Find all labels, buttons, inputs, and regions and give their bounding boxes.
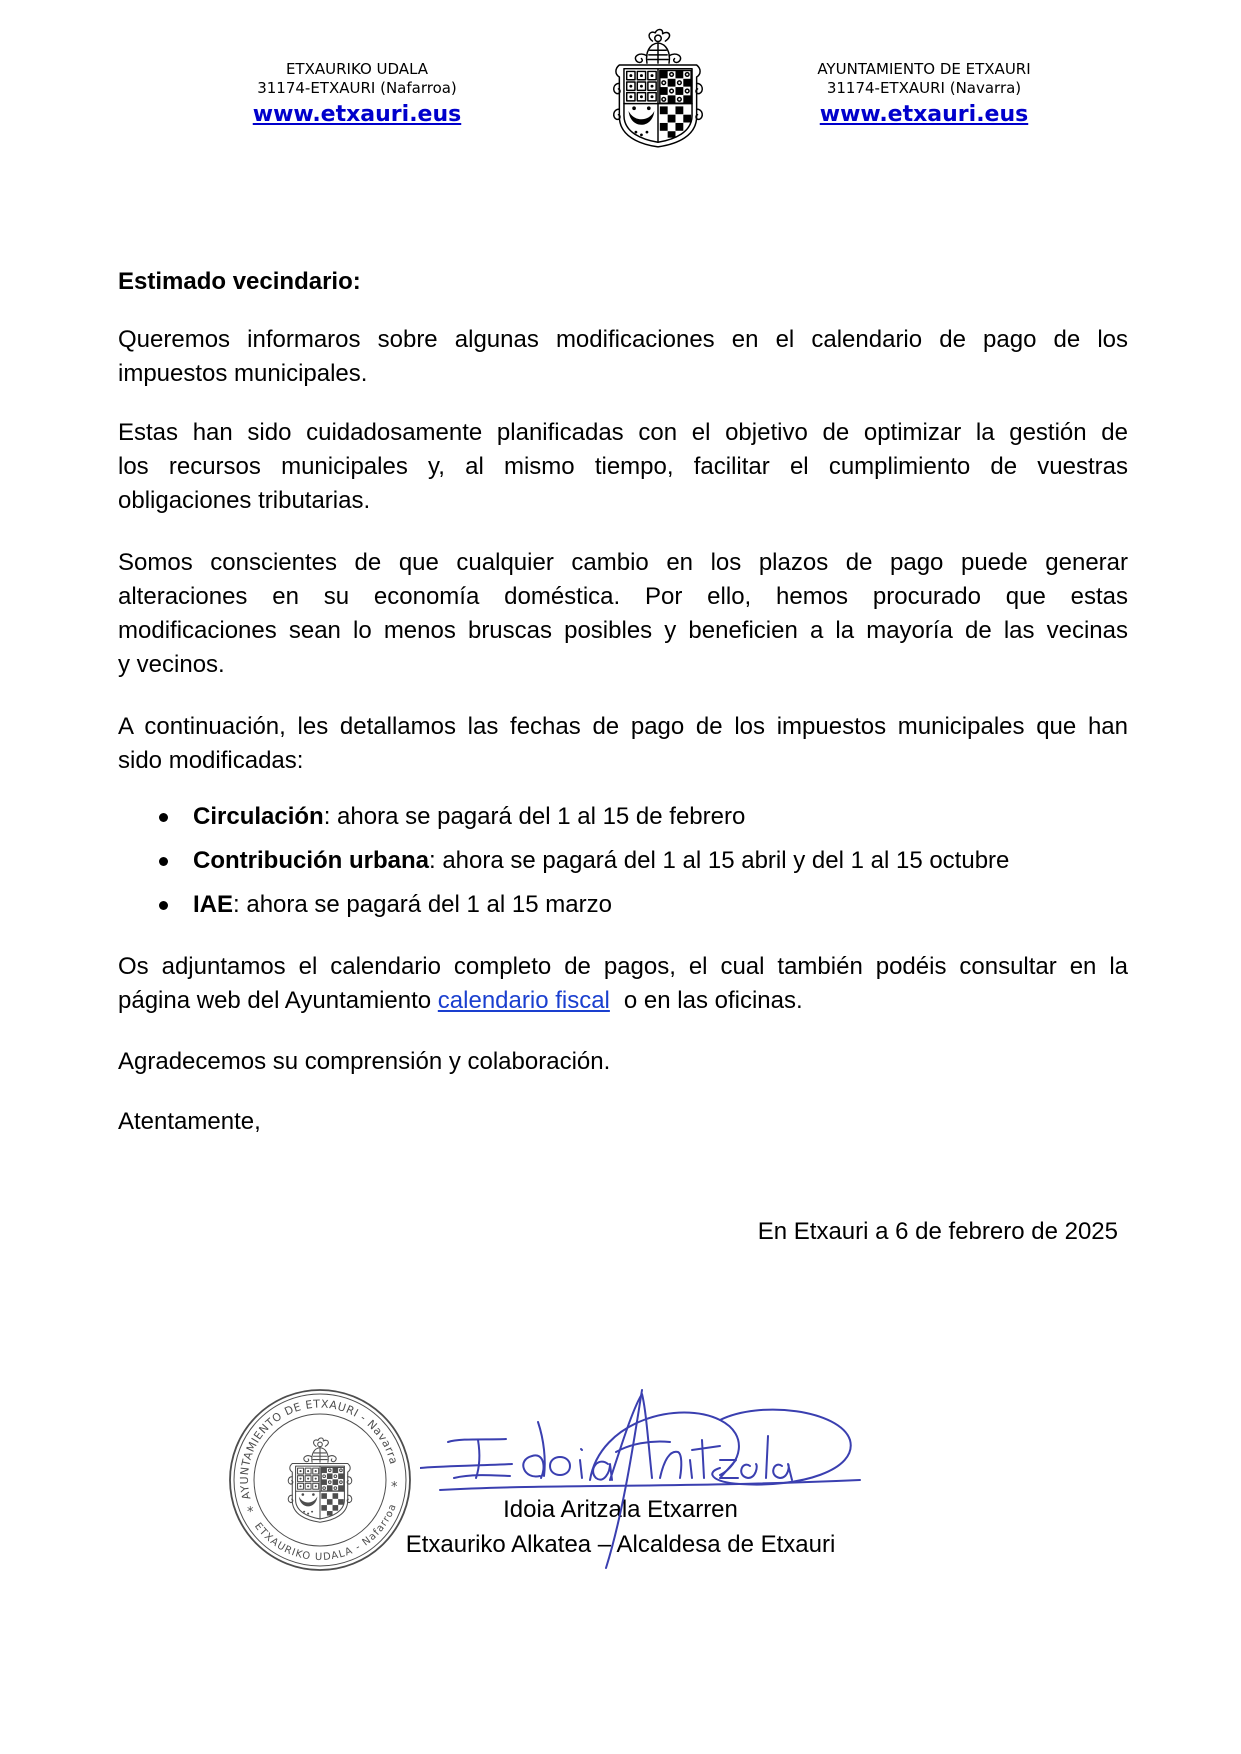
paragraph-planning — [118, 416, 1128, 518]
tax-name: Circulación — [193, 803, 324, 830]
paragraph-line: modificaciones sean lo menos bruscas posibles y beneficien a la mayoría de las vecinas — [118, 617, 1128, 644]
thanks-line: Agradecemos su comprensión y colaboración. — [118, 1048, 611, 1075]
tax-name: Contribución urbana — [193, 847, 429, 874]
tax-detail: : ahora se pagará del 1 al 15 de febrero — [323, 803, 746, 830]
closing-line: Atentamente, — [118, 1108, 261, 1135]
paragraph-line: impuestos municipales. — [118, 360, 368, 387]
tax-change-item — [118, 883, 1128, 927]
stamp-star-right: * — [391, 1480, 398, 1495]
stamp-bottom-text: ETXAURIKO UDALA - Nafarroa — [252, 1502, 399, 1564]
paragraph-line: sido modificadas: — [118, 747, 304, 774]
calendar-text-after-link: o en las oficinas. — [623, 987, 803, 1014]
handwritten-signature — [420, 1380, 880, 1580]
place-date: En Etxauri a 6 de febrero de 2025 — [757, 1218, 1118, 1245]
tax-name: IAE — [193, 891, 234, 918]
greeting: Estimado vecindario: — [118, 268, 361, 295]
bullet-icon — [159, 813, 168, 822]
coat-of-arms-icon — [612, 28, 704, 148]
tax-change-item — [118, 795, 1128, 839]
paragraph-calendar — [118, 950, 1128, 1018]
header-left-block — [207, 60, 507, 129]
paragraph-intro — [118, 323, 1128, 391]
bullet-icon — [159, 901, 168, 910]
paragraph-line: Estas han sido cuidadosamente planificadas con el objetivo de optimizar la gestión de — [118, 419, 1128, 446]
paragraph-line — [118, 984, 1128, 1018]
tax-detail: : ahora se pagará del 1 al 15 marzo — [233, 891, 612, 918]
tax-detail: : ahora se pagará del 1 al 15 abril y del 1 al 15 octubre — [429, 847, 1010, 874]
paragraph-line: A continuación, les detallamos las fechas de pago de los impuestos municipales que han — [118, 713, 1128, 740]
paragraph-awareness — [118, 546, 1128, 682]
paragraph-line: Somos conscientes de que cualquier cambio en los plazos de pago puede generar — [118, 549, 1128, 576]
paragraph-line: los recursos municipales y, al mismo tiempo, facilitar el cumplimiento de vuestras — [118, 453, 1128, 480]
signatory-title: Etxauriko Alkatea – Alcaldesa de Etxauri — [405, 1531, 836, 1558]
tax-change-list — [118, 795, 1128, 927]
tax-change-item — [118, 839, 1128, 883]
header-left-address: 31174-ETXAURI (Nafarroa) — [257, 79, 457, 97]
calendar-text-before-link: página web del Ayuntamiento — [118, 987, 438, 1014]
header-right-website-link[interactable]: www.etxauri.eus — [819, 102, 1029, 127]
paragraph-dates-intro — [118, 710, 1128, 778]
header-right-name: AYUNTAMIENTO DE ETXAURI — [817, 60, 1031, 78]
paragraph-line: obligaciones tributarias. — [118, 487, 371, 514]
header-right-address: 31174-ETXAURI (Navarra) — [826, 79, 1022, 97]
paragraph-line: Os adjuntamos el calendario completo de pagos, el cual también podéis consultar en la — [118, 953, 1128, 980]
stamp-top-text: AYUNTAMIENTO DE ETXAURI - Navarra — [237, 1397, 401, 1501]
calendar-fiscal-link[interactable]: calendario fiscal — [437, 987, 610, 1014]
paragraph-line: y vecinos. — [118, 651, 225, 678]
header-right-block — [774, 60, 1074, 129]
header-left-name: ETXAURIKO UDALA — [285, 60, 429, 78]
stamp-star-left: * — [247, 1505, 254, 1520]
bullet-icon — [159, 857, 168, 866]
signatory-name: Idoia Aritzala Etxarren — [503, 1496, 738, 1523]
header-left-website-link[interactable]: www.etxauri.eus — [252, 102, 462, 127]
paragraph-line: Queremos informaros sobre algunas modificaciones en el calendario de pago de los — [118, 326, 1128, 353]
paragraph-line: alteraciones en su economía doméstica. Por ello, hemos procurado que estas — [118, 583, 1128, 610]
